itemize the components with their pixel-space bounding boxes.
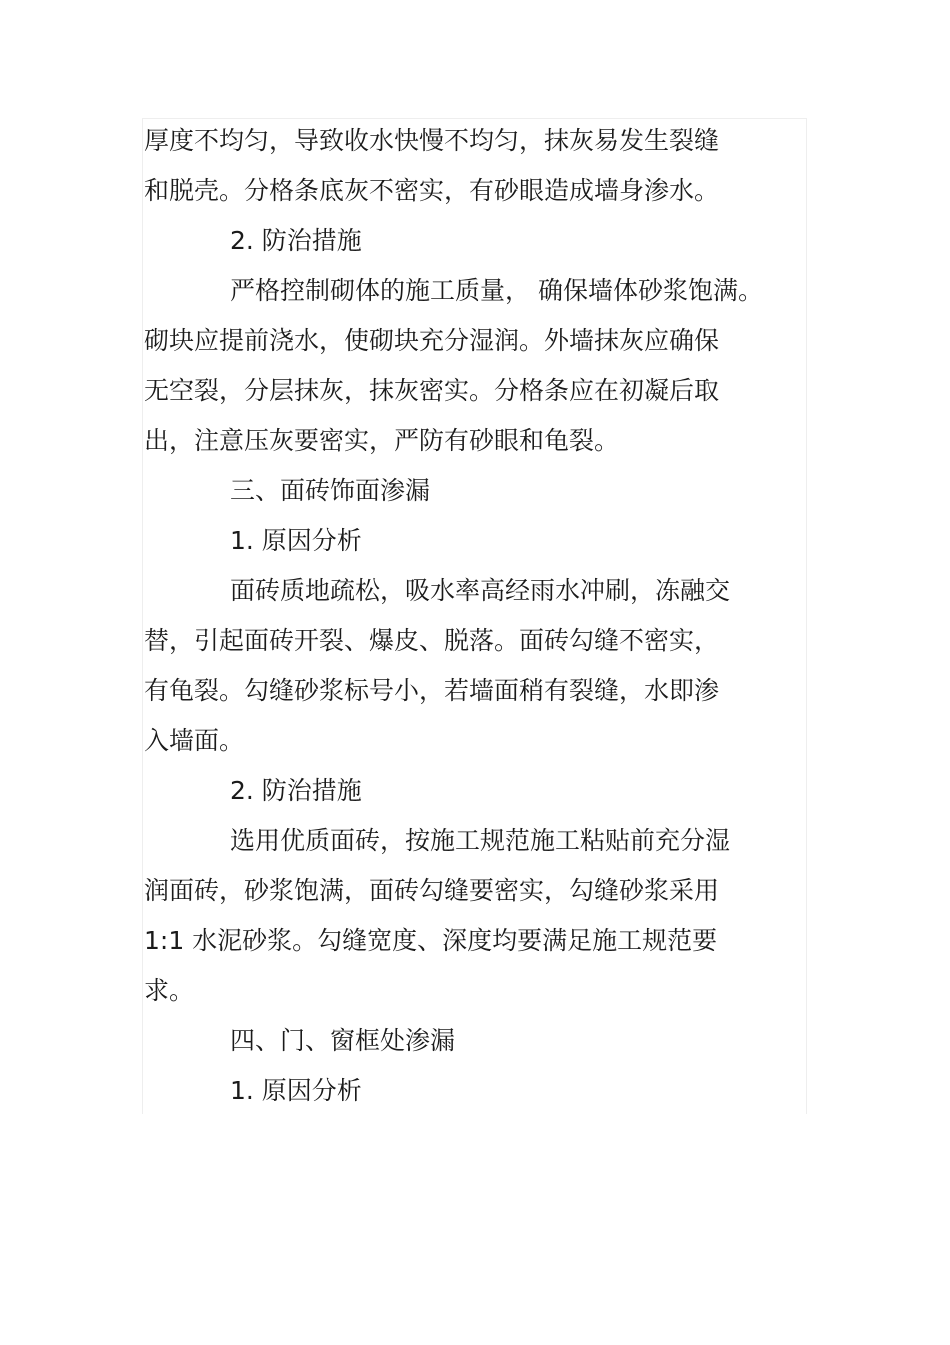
body-line: 入墙面。 [144,726,245,755]
subheading-prevention: 2. 防治措施 [230,776,362,805]
body-line: 严格控制砌体的施工质量， 确保墙体砂浆饱满。 [230,276,763,305]
body-line: 替，引起面砖开裂、爆皮、脱落。面砖勾缝不密实， [144,626,720,655]
body-line: 砌块应提前浇水，使砌块充分湿润。外墙抹灰应确保 [144,326,720,355]
body-line: 有龟裂。勾缝砂浆标号小，若墙面稍有裂缝，水即渗 [144,676,720,705]
body-line: 求。 [144,976,195,1005]
document-body [144,116,804,1116]
subheading-cause: 1. 原因分析 [230,1076,362,1105]
body-line: 选用优质面砖，按施工规范施工粘贴前充分湿 [230,826,731,855]
section-heading-tile-leak: 三、面砖饰面渗漏 [230,476,431,505]
subheading-cause: 1. 原因分析 [230,526,362,555]
body-line: 出，注意压灰要密实，严防有砂眼和龟裂。 [144,426,620,455]
section-heading-door-window-leak: 四、门、窗框处渗漏 [230,1026,456,1055]
subheading-prevention: 2. 防治措施 [230,226,362,255]
body-line: 和脱壳。分格条底灰不密实，有砂眼造成墙身渗水。 [144,176,720,205]
body-line: 无空裂，分层抹灰，抹灰密实。分格条应在初凝后取 [144,376,720,405]
body-line: 1:1 水泥砂浆。勾缝宽度、深度均要满足施工规范要 [144,926,718,955]
body-line: 润面砖，砂浆饱满，面砖勾缝要密实，勾缝砂浆采用 [144,876,720,905]
body-line: 面砖质地疏松，吸水率高经雨水冲刷，冻融交 [230,576,731,605]
body-line: 厚度不均匀，导致收水快慢不均匀，抹灰易发生裂缝 [144,126,720,155]
